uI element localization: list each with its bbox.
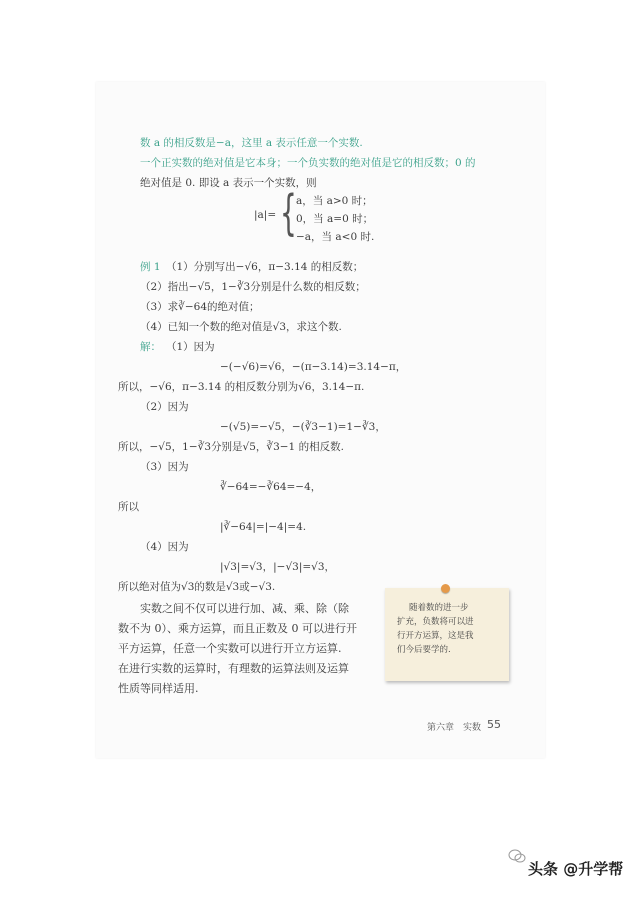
text-line: （3）求∛−64的绝对值； xyxy=(140,301,260,313)
text-line: （2）指出−√5，1−∛3分别是什么数的相反数； xyxy=(140,281,366,293)
abs-label: |a|= xyxy=(254,209,277,221)
brace-icon: { xyxy=(280,185,297,241)
side-note xyxy=(385,588,509,681)
text-line: 所以绝对值为√3的数是√3或−√3. xyxy=(118,581,276,593)
wechat-icon xyxy=(508,848,526,864)
paragraph-line: 实数之间不仅可以进行加、减、乘、除（除 xyxy=(140,602,349,615)
case-line: a，当 a>0 时； xyxy=(296,195,373,207)
text-line: 所以 xyxy=(118,501,139,513)
formula-line: ∛−64=−∛64=−4， xyxy=(220,481,322,493)
note-line: 随着数的进一步 xyxy=(409,603,469,613)
paragraph-line: 平方运算，任意一个实数可以进行开立方运算. xyxy=(118,642,342,655)
note-line: 们今后要学的. xyxy=(397,645,451,655)
text-line: （1）因为 xyxy=(166,341,215,353)
text-line: （2）因为 xyxy=(140,401,189,413)
formula-line: −(−√6)=√6，−(π−3.14)=3.14−π， xyxy=(220,361,407,373)
text-line: （3）因为 xyxy=(140,461,189,473)
page-number: 55 xyxy=(487,718,501,731)
paragraph-line: 性质等同样适用. xyxy=(118,682,199,695)
pin-icon xyxy=(441,584,450,593)
formula-line: |∛−64|=|−4|=4. xyxy=(220,521,307,533)
text-line: （1）分别写出−√6，π−3.14 的相反数； xyxy=(166,261,364,273)
text-line: 绝对值是 0. 即设 a 表示一个实数，则 xyxy=(140,177,317,189)
note-line: 扩充，负数将可以进 xyxy=(397,617,474,627)
text-line: （4）已知一个数的绝对值是√3，求这个数. xyxy=(140,321,342,333)
formula-line: |√3|=√3，|−√3|=√3， xyxy=(220,561,336,573)
note-line: 行开方运算，这是我 xyxy=(397,631,474,641)
solution-heading: 解： xyxy=(140,341,161,353)
case-line: 0，当 a=0 时； xyxy=(296,213,374,225)
watermark-text: 头条 @升学帮 xyxy=(528,860,624,878)
case-line: −a，当 a<0 时. xyxy=(296,231,375,243)
text-line: （4）因为 xyxy=(140,541,189,553)
chapter-label: 第六章 实数 xyxy=(427,723,482,733)
text-line: 所以，−√5，1−∛3分别是√5，∛3−1 的相反数. xyxy=(118,441,344,453)
text-line: 所以，−√6，π−3.14 的相反数分别为√6，3.14−π. xyxy=(118,381,365,393)
paragraph-line: 在进行实数的运算时，有理数的运算法则及运算 xyxy=(118,662,349,675)
text-line: 数 a 的相反数是−a，这里 a 表示任意一个实数. xyxy=(140,137,363,149)
paragraph-line: 数不为 0）、乘方运算，而且正数及 0 可以进行开 xyxy=(118,622,357,635)
example-heading: 例 1 xyxy=(140,261,161,273)
text-line: 一个正实数的绝对值是它本身；一个负实数的绝对值是它的相反数；0 的 xyxy=(140,157,476,169)
formula-line: −(√5)=−√5，−(∛3−1)=1−∛3， xyxy=(220,421,386,433)
